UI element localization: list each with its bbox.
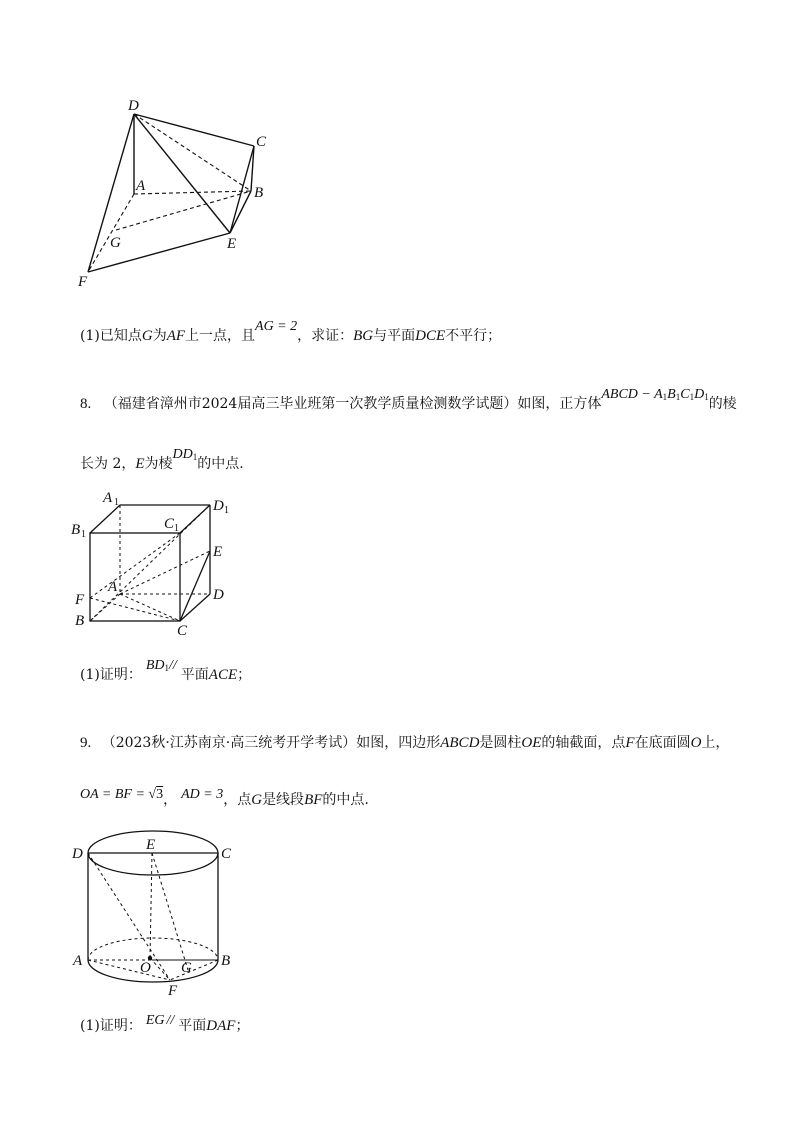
- q8-BD1-parallel: $BD_1//$: [145, 658, 177, 673]
- figure-3: [70, 825, 245, 1000]
- q9-equation-1: OA = BF = √3: [80, 787, 164, 802]
- fig3-label-D: D: [72, 846, 83, 862]
- q8-cube-notation: ABCD − $A_1B_1C_1D_1$: [601, 387, 709, 402]
- q8-edge-DD1: $DD_1$: [172, 447, 198, 462]
- q9-statement-line2: OA = BF = √3， AD = 3，点G是线段BF的中点.: [80, 787, 369, 808]
- fig1-label-B: B: [254, 185, 264, 201]
- fig1-label-D: D: [128, 98, 139, 114]
- fig2-label-A: A: [108, 579, 118, 595]
- q8-statement-line1: 8. （福建省漳州市2024届高三毕业班第一次教学质量检测数学试题）如图，正方体ABCD − $A_1B_1C_1D_1$的棱: [80, 387, 737, 412]
- fig1-label-G: G: [110, 235, 121, 251]
- q9-number: 9.: [80, 735, 92, 751]
- fig3-label-E: E: [146, 837, 156, 853]
- fig2-label-B: B: [75, 613, 85, 629]
- fig2-label-B1: B: [71, 522, 81, 538]
- fig1-label-A: A: [136, 178, 146, 194]
- q9-part1: (1)证明： EG // 平面DAF；: [80, 1013, 250, 1034]
- svg-text:1: 1: [174, 523, 179, 534]
- fig1-label-E: E: [227, 236, 237, 252]
- q8-part1: (1)证明：$BD_1//$平面ACE；: [80, 658, 252, 683]
- q7-condition: AG = 2: [255, 319, 298, 334]
- fig3-label-G: G: [181, 960, 192, 976]
- svg-text:1: 1: [114, 497, 119, 508]
- q8-number: 8.: [80, 396, 92, 412]
- q9-EG-parallel: EG //: [145, 1013, 175, 1028]
- q9-equation-2: AD = 3: [181, 787, 224, 802]
- fig3-label-A: A: [73, 953, 83, 969]
- q8-statement-line2: 长为 2，E为棱$DD_1$的中点.: [80, 447, 244, 472]
- fig2-label-E: E: [213, 544, 223, 560]
- fig1-label-F: F: [78, 274, 88, 290]
- svg-text:1: 1: [224, 505, 229, 516]
- fig2-label-C1: C: [164, 516, 175, 532]
- svg-text:1: 1: [81, 529, 86, 540]
- figure-2: [70, 490, 240, 640]
- fig3-label-C: C: [221, 846, 232, 862]
- q7-part1: (1)已知点G为AF上一点，且AG = 2，求证：BG与平面DCE不平行；: [80, 319, 502, 344]
- fig2-label-A1: A: [103, 490, 113, 506]
- fig3-label-O: O: [140, 960, 151, 976]
- fig2-label-D1: D: [213, 498, 224, 514]
- fig1-label-C: C: [256, 134, 267, 150]
- fig2-label-C: C: [177, 623, 188, 639]
- fig3-label-F: F: [168, 983, 178, 999]
- fig3-label-B: B: [221, 953, 231, 969]
- q9-statement-line1: 9. （2023秋·江苏南京·高三统考开学考试）如图，四边形ABCD是圆柱OE的轴截面，点F在底面圆O上，: [80, 735, 730, 751]
- figure-1: [70, 90, 290, 295]
- fig2-label-F: F: [75, 592, 85, 608]
- fig2-label-D: D: [213, 587, 224, 603]
